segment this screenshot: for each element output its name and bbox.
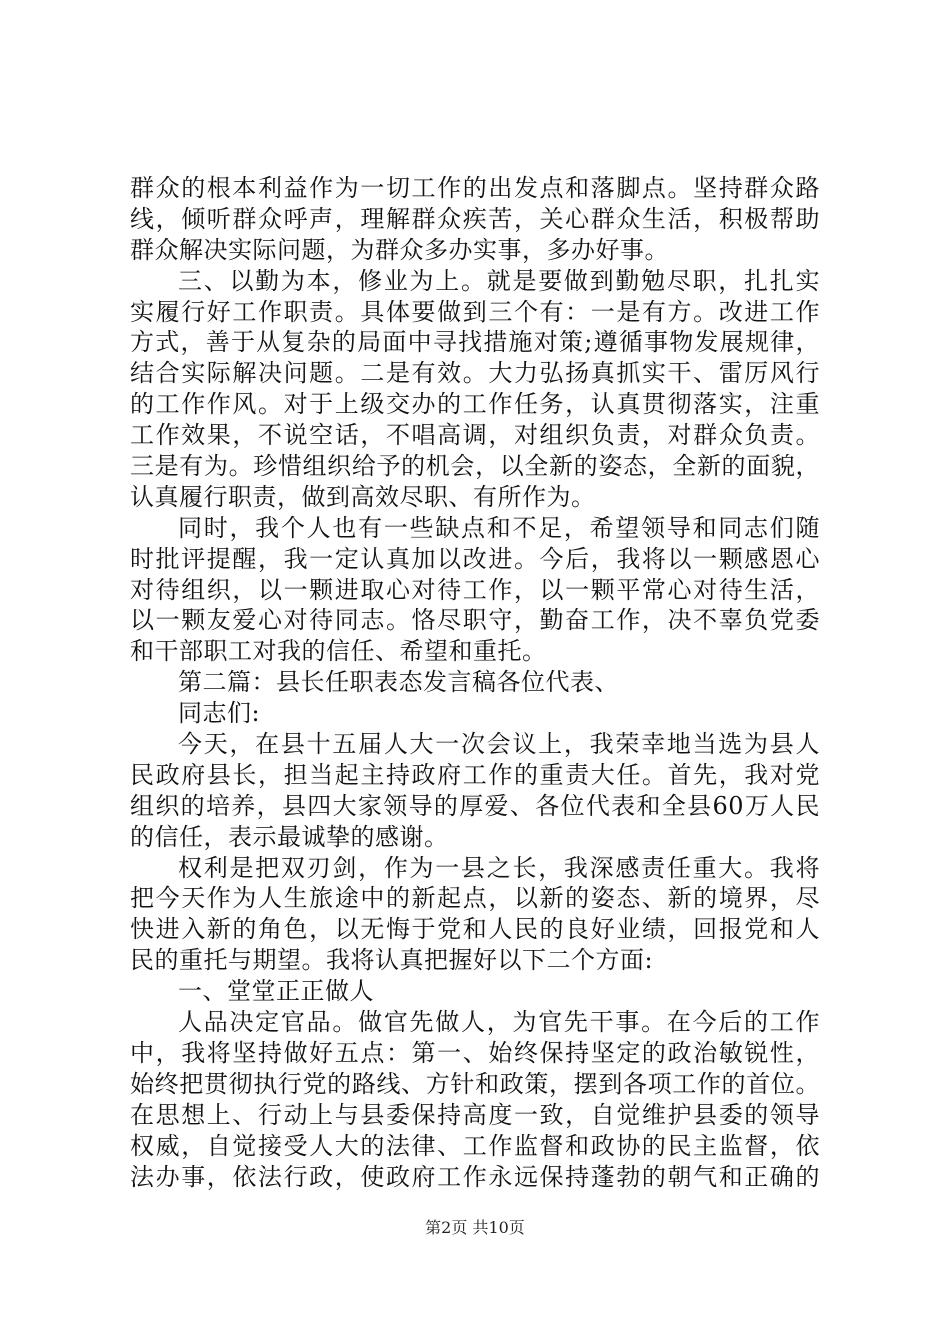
text-line: 实履行好工作职责。具体要做到三个有：一是有方。改进工作	[130, 297, 820, 326]
page-number-footer: 第2页 共10页	[425, 1218, 525, 1237]
section-heading: 第二篇：县长任职表态发言稿各位代表、	[178, 668, 619, 697]
text-line: 组织的培养，县四大家领导的厚爱、各位代表和全县60万人民	[130, 791, 820, 820]
text-line: 时批评提醒，我一定认真加以改进。今后，我将以一颗感恩心	[130, 544, 820, 573]
text-line: 权利是把双刃剑，作为一县之长，我深感责任重大。我将	[178, 853, 820, 882]
text-line: 群众解决实际问题，为群众多办实事，多办好事。	[130, 235, 669, 264]
text-line: 的工作作风。对于上级交办的工作任务，认真贯彻落实，注重	[130, 390, 820, 419]
text-line: 认真履行职责，做到高效尽职、有所作为。	[130, 482, 596, 511]
text-line: 快进入新的角色，以无悔于党和人民的良好业绩，回报党和人	[130, 915, 820, 944]
text-line: 人品决定官品。做官先做人，为官先干事。在今后的工作	[178, 1008, 820, 1037]
text-line: 始终把贯彻执行党的路线、方针和政策，摆到各项工作的首位。	[130, 1069, 820, 1098]
text-line: 的信任，表示最诚挚的感谢。	[130, 822, 449, 851]
text-line: 法办事，依法行政，使政府工作永远保持蓬勃的朝气和正确的	[130, 1162, 820, 1191]
text-line: 中，我将坚持做好五点：第一、始终保持坚定的政治敏锐性，	[130, 1038, 820, 1067]
text-line: 民政府县长，担当起主持政府工作的重责大任。首先，我对党	[130, 760, 820, 789]
text-line: 线，倾听群众呼声，理解群众疾苦，关心群众生活，积极帮助	[130, 204, 820, 233]
text-line: 把今天作为人生旅途中的新起点，以新的姿态、新的境界，尽	[130, 884, 820, 913]
text-line: 三、以勤为本，修业为上。就是要做到勤勉尽职，扎扎实	[178, 266, 820, 295]
text-line: 方式，善于从复杂的局面中寻找措施对策;遵循事物发展规律，	[130, 328, 820, 357]
text-line: 工作效果，不说空话，不唱高调，对组织负责，对群众负责。	[130, 421, 820, 450]
text-line: 民的重托与期望。我将认真把握好以下二个方面:	[130, 946, 654, 975]
text-line: 在思想上、行动上与县委保持高度一致，自觉维护县委的领导	[130, 1100, 820, 1129]
text-line: 同时，我个人也有一些缺点和不足，希望领导和同志们随	[178, 513, 820, 542]
text-line: 今天，在县十五届人大一次会议上，我荣幸地当选为县人	[178, 730, 820, 759]
text-line: 权威，自觉接受人大的法律、工作监督和政协的民主监督，依	[130, 1131, 820, 1160]
document-body	[130, 173, 820, 1192]
text-line: 三是有为。珍惜组织给予的机会，以全新的姿态，全新的面貌，	[130, 452, 820, 481]
text-line: 和干部职工对我的信任、希望和重托。	[130, 637, 547, 666]
salutation: 同志们:	[178, 699, 261, 728]
subsection-heading: 一、堂堂正正做人	[178, 977, 374, 1006]
text-line: 群众的根本利益作为一切工作的出发点和落脚点。坚持群众路	[130, 174, 820, 202]
text-line: 以一颗友爱心对待同志。恪尽职守，勤奋工作，决不辜负党委	[130, 606, 820, 635]
text-line: 对待组织，以一颗进取心对待工作，以一颗平常心对待生活，	[130, 575, 820, 604]
text-line: 结合实际解决问题。二是有效。大力弘扬真抓实干、雷厉风行	[130, 359, 820, 388]
